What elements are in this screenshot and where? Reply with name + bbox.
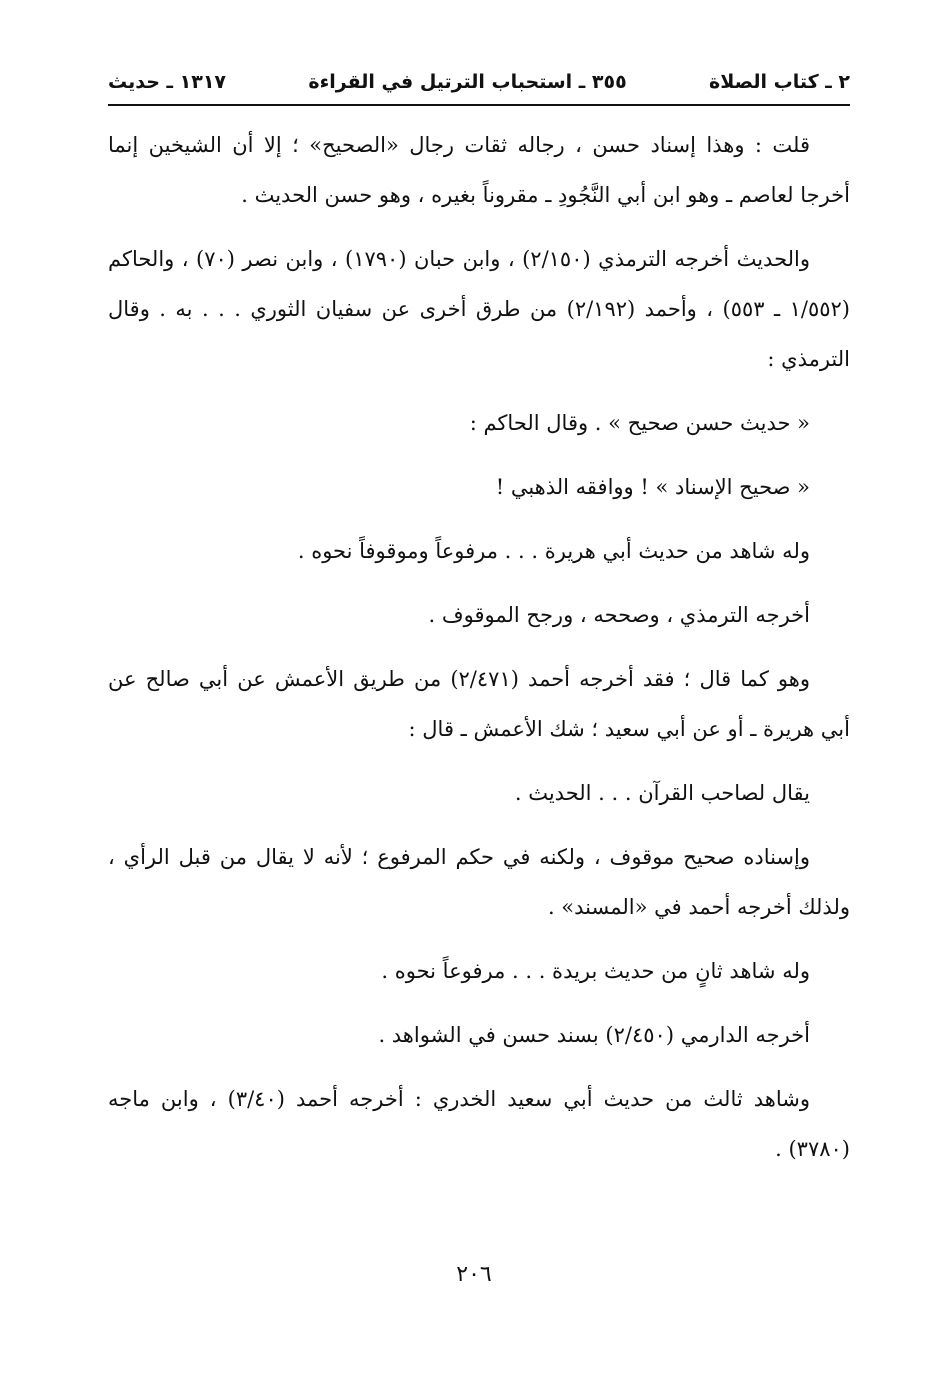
- running-header: [108, 62, 850, 102]
- page-number: ٢٠٦: [456, 1262, 492, 1287]
- paragraph: وشاهد ثالث من حديث أبي سعيد الخدري : أخرجه أحمد (٣/٤٠) ، وابن ماجه (٣٧٨٠) .: [108, 1087, 850, 1161]
- header-section: ٣٥٥ ـ استحباب الترتيل في القراءة: [308, 71, 627, 93]
- paragraph: أخرجه الدارمي (٢/٤٥٠) بسند حسن في الشواهد .: [378, 1023, 810, 1047]
- paragraph: يقال لصاحب القرآن . . . الحديث .: [514, 781, 810, 805]
- paragraph: وإسناده صحيح موقوف ، ولكنه في حكم المرفوع ؛ لأنه لا يقال من قبل الرأي ، ولذلك أخرجه أحمد في «المسند» .: [108, 845, 850, 919]
- main-text: [108, 120, 850, 1188]
- paragraph: قلت : وهذا إسناد حسن ، رجاله ثقات رجال «الصحيح» ؛ إلا أن الشيخين إنما أخرجا لعاصم ـ وهو ابن أبي النَّجُودِ ـ مقروناً بغيره ، وهو حسن الحديث .: [108, 133, 850, 207]
- header-chapter: ٢ ـ كتاب الصلاة: [709, 71, 850, 93]
- paragraph: والحديث أخرجه الترمذي (٢/١٥٠) ، وابن حبان (١٧٩٠) ، وابن نصر (٧٠) ، والحاكم (١/٥٥٢ ـ ٥٥٣) ، وأحمد (٢/١٩٢) من طرق أخرى عن سفيان الثوري . . . به . وقال الترمذي :: [108, 247, 850, 371]
- paragraph: « حديث حسن صحيح » . وقال الحاكم :: [469, 411, 810, 435]
- paragraph: وهو كما قال ؛ فقد أخرجه أحمد (٢/٤٧١) من طريق الأعمش عن أبي صالح عن أبي هريرة ـ أو عن أبي سعيد ؛ شك الأعمش ـ قال :: [108, 667, 850, 741]
- header-divider: [108, 104, 850, 106]
- header-hadith-number: ١٣١٧ ـ حديث: [108, 71, 227, 93]
- paragraph: « صحيح الإسناد » ! ووافقه الذهبي !: [495, 475, 810, 499]
- paragraph: وله شاهد من حديث أبي هريرة . . . مرفوعاً وموقوفاً نحوه .: [297, 539, 810, 563]
- paragraph: أخرجه الترمذي ، وصححه ، ورجح الموقوف .: [428, 603, 810, 627]
- paragraph: وله شاهد ثانٍ من حديث بريدة . . . مرفوعاً نحوه .: [381, 959, 810, 983]
